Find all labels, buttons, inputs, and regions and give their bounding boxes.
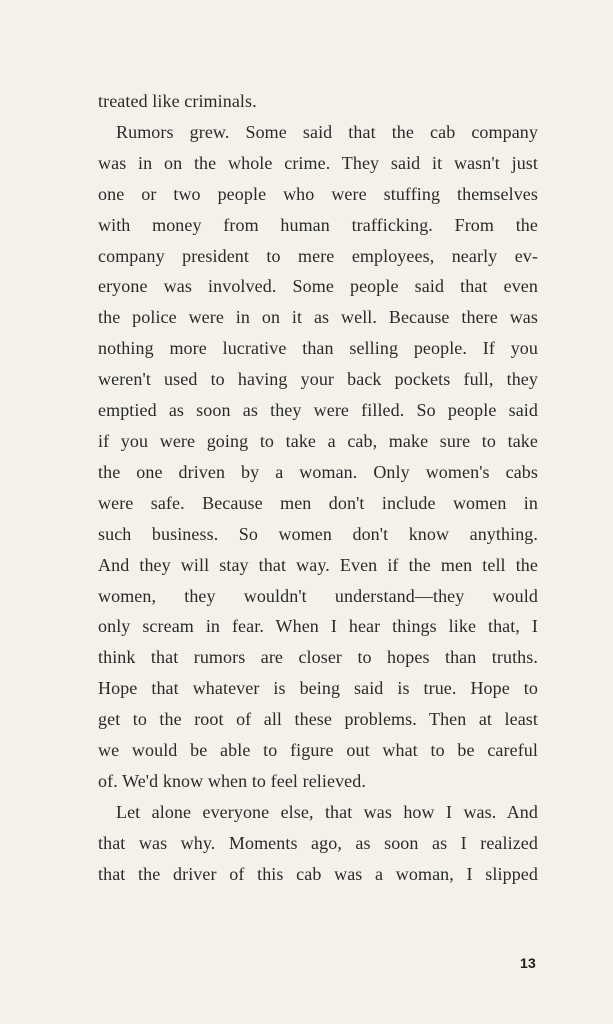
- body-text: [98, 86, 538, 890]
- text-line: nothing more lucrative than selling people. If you: [98, 338, 538, 359]
- text-line: was in on the whole crime. They said it wasn't just: [98, 152, 538, 173]
- text-line: that was why. Moments ago, as soon as I realized: [98, 832, 538, 853]
- text-line: Hope that whatever is being said is true. Hope to: [98, 678, 538, 699]
- text-line: weren't used to having your back pockets full, they: [98, 369, 538, 390]
- page-number: 13: [520, 955, 536, 971]
- text-line: with money from human trafficking. From the: [98, 214, 538, 235]
- text-line: think that rumors are closer to hopes than truths.: [98, 647, 538, 668]
- text-line: And they will stay that way. Even if the men tell the: [98, 554, 538, 575]
- text-line: the police were in on it as well. Because there was: [98, 307, 538, 328]
- text-line: Rumors grew. Some said that the cab company: [116, 121, 538, 142]
- text-line: emptied as soon as they were filled. So people said: [98, 400, 538, 421]
- text-line: one or two people who were stuffing themselves: [98, 183, 538, 204]
- text-line: of. We'd know when to feel relieved.: [98, 770, 366, 791]
- text-line: Let alone everyone else, that was how I was. And: [116, 801, 538, 822]
- text-line: were safe. Because men don't include women in: [98, 492, 538, 513]
- text-line: treated like criminals.: [98, 91, 257, 111]
- text-line: that the driver of this cab was a woman, I slipped: [98, 863, 538, 884]
- text-line: only scream in fear. When I hear things like that, I: [98, 616, 538, 637]
- text-line: if you were going to take a cab, make sure to take: [98, 430, 538, 451]
- text-line: such business. So women don't know anything.: [98, 523, 538, 544]
- text-line: the one driven by a woman. Only women's cabs: [98, 461, 538, 482]
- text-line: get to the root of all these problems. Then at least: [98, 709, 538, 730]
- text-line: women, they wouldn't understand—they would: [98, 585, 538, 606]
- text-line: company president to mere employees, nearly ev-: [98, 245, 538, 266]
- text-line: we would be able to figure out what to be careful: [98, 740, 538, 761]
- text-line: eryone was involved. Some people said that even: [98, 276, 538, 297]
